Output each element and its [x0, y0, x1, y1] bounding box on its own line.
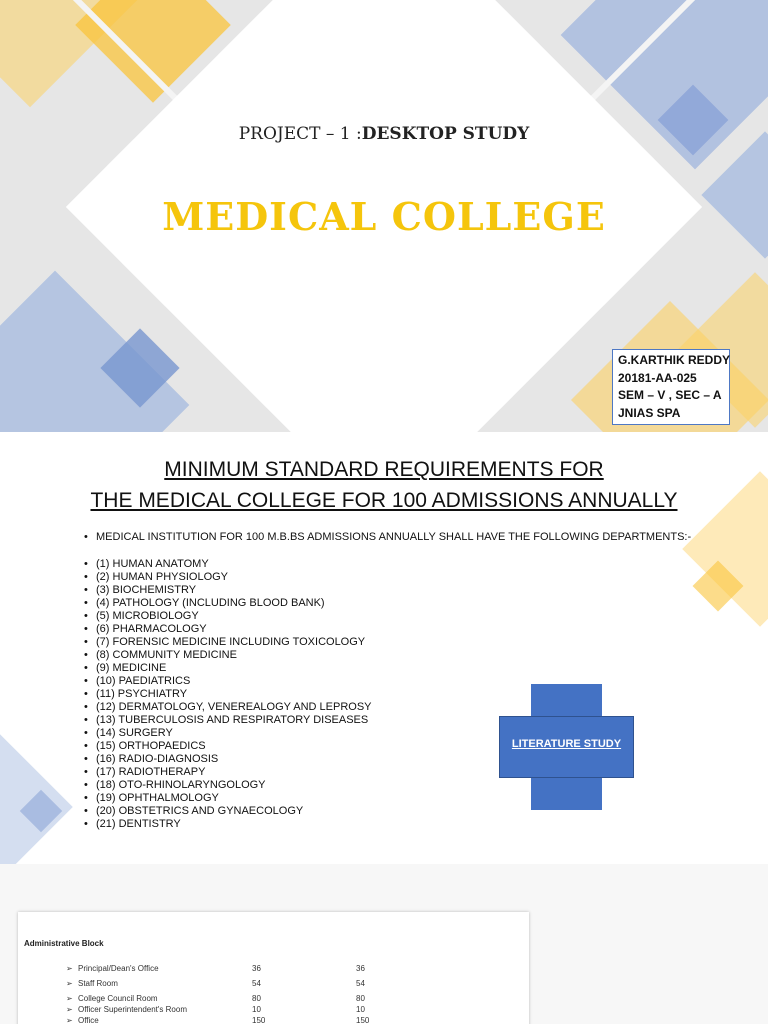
administrative-block-slide — [0, 864, 768, 1024]
table-row: ➢ Office 150 150 — [66, 1016, 370, 1024]
intro-text — [84, 531, 691, 543]
list-item: • (21) DENTISTRY — [84, 818, 181, 830]
title-slide — [0, 0, 768, 432]
list-item: • (2) HUMAN PHYSIOLOGY — [84, 571, 229, 583]
list-item: • (4) PATHOLOGY (INCLUDING BLOOD BANK) — [84, 597, 325, 609]
table-page — [18, 912, 529, 1024]
list-item: • (14) SURGERY — [84, 727, 173, 739]
list-item: • (20) OBSTETRICS AND GYNAECOLOGY — [84, 805, 304, 817]
list-item: • (11) PSYCHIATRY — [84, 688, 188, 700]
list-item: • (16) RADIO-DIAGNOSIS — [84, 753, 219, 765]
table-row: ➢ College Council Room 80 80 — [66, 994, 365, 1003]
list-item: • (15) ORTHOPAEDICS — [84, 740, 206, 752]
table-row: ➢ Staff Room 54 54 — [66, 979, 365, 988]
table-row: ➢ Principal/Dean's Office 36 36 — [66, 964, 365, 973]
list-item: • (1) HUMAN ANATOMY — [84, 558, 209, 570]
list-item: • (12) DERMATOLOGY, VENEREALOGY AND LEPROSY — [84, 701, 372, 713]
author-box — [612, 349, 730, 425]
list-item: • (6) PHARMACOLOGY — [84, 623, 207, 635]
list-item: • (17) RADIOTHERAPY — [84, 766, 206, 778]
department-list — [84, 558, 372, 831]
author-semester: SEM – V , SEC – A — [618, 388, 722, 402]
list-item: • (18) OTO-RHINOLARYNGOLOGY — [84, 779, 266, 791]
heading-line-2: THE MEDICAL COLLEGE FOR 100 ADMISSIONS ANNUALLY — [90, 489, 678, 512]
bullet: • — [84, 531, 88, 543]
author-roll-number: 20181-AA-025 — [618, 370, 697, 385]
list-item: • (9) MEDICINE — [84, 662, 167, 674]
project-title — [0, 124, 768, 144]
intro-label: MEDICAL INSTITUTION FOR 100 M.B.BS ADMISSIONS ANNUALLY SHALL HAVE THE FOLLOWING DEPARTMENTS:- — [96, 531, 692, 543]
literature-study-link[interactable]: LITERATURE STUDY — [511, 738, 622, 750]
list-item: • (3) BIOCHEMISTRY — [84, 584, 197, 596]
project-subject: DESKTOP STUDY — [361, 124, 530, 144]
requirements-slide — [0, 432, 768, 864]
list-item: • (8) COMMUNITY MEDICINE — [84, 649, 237, 661]
list-item: • (5) MICROBIOLOGY — [84, 610, 199, 622]
list-item: • (7) FORENSIC MEDICINE INCLUDING TOXICOLOGY — [84, 636, 366, 648]
list-item: • (19) OPHTHALMOLOGY — [84, 792, 219, 804]
block-title: Administrative Block — [24, 939, 104, 948]
author-name: G.KARTHIK REDDY — [618, 353, 731, 367]
list-item: • (13) TUBERCULOSIS AND RESPIRATORY DISEASES — [84, 714, 369, 726]
college-title: MEDICAL COLLEGE — [162, 194, 606, 239]
project-label: PROJECT – 1 : — [238, 124, 362, 144]
heading-line-1: MINIMUM STANDARD REQUIREMENTS FOR — [164, 458, 604, 481]
list-item: • (10) PAEDIATRICS — [84, 675, 191, 687]
author-institute: JNIAS SPA — [618, 405, 681, 420]
requirements-heading — [0, 454, 768, 516]
table-row: ➢ Officer Superintendent's Room 10 10 — [66, 1005, 365, 1014]
